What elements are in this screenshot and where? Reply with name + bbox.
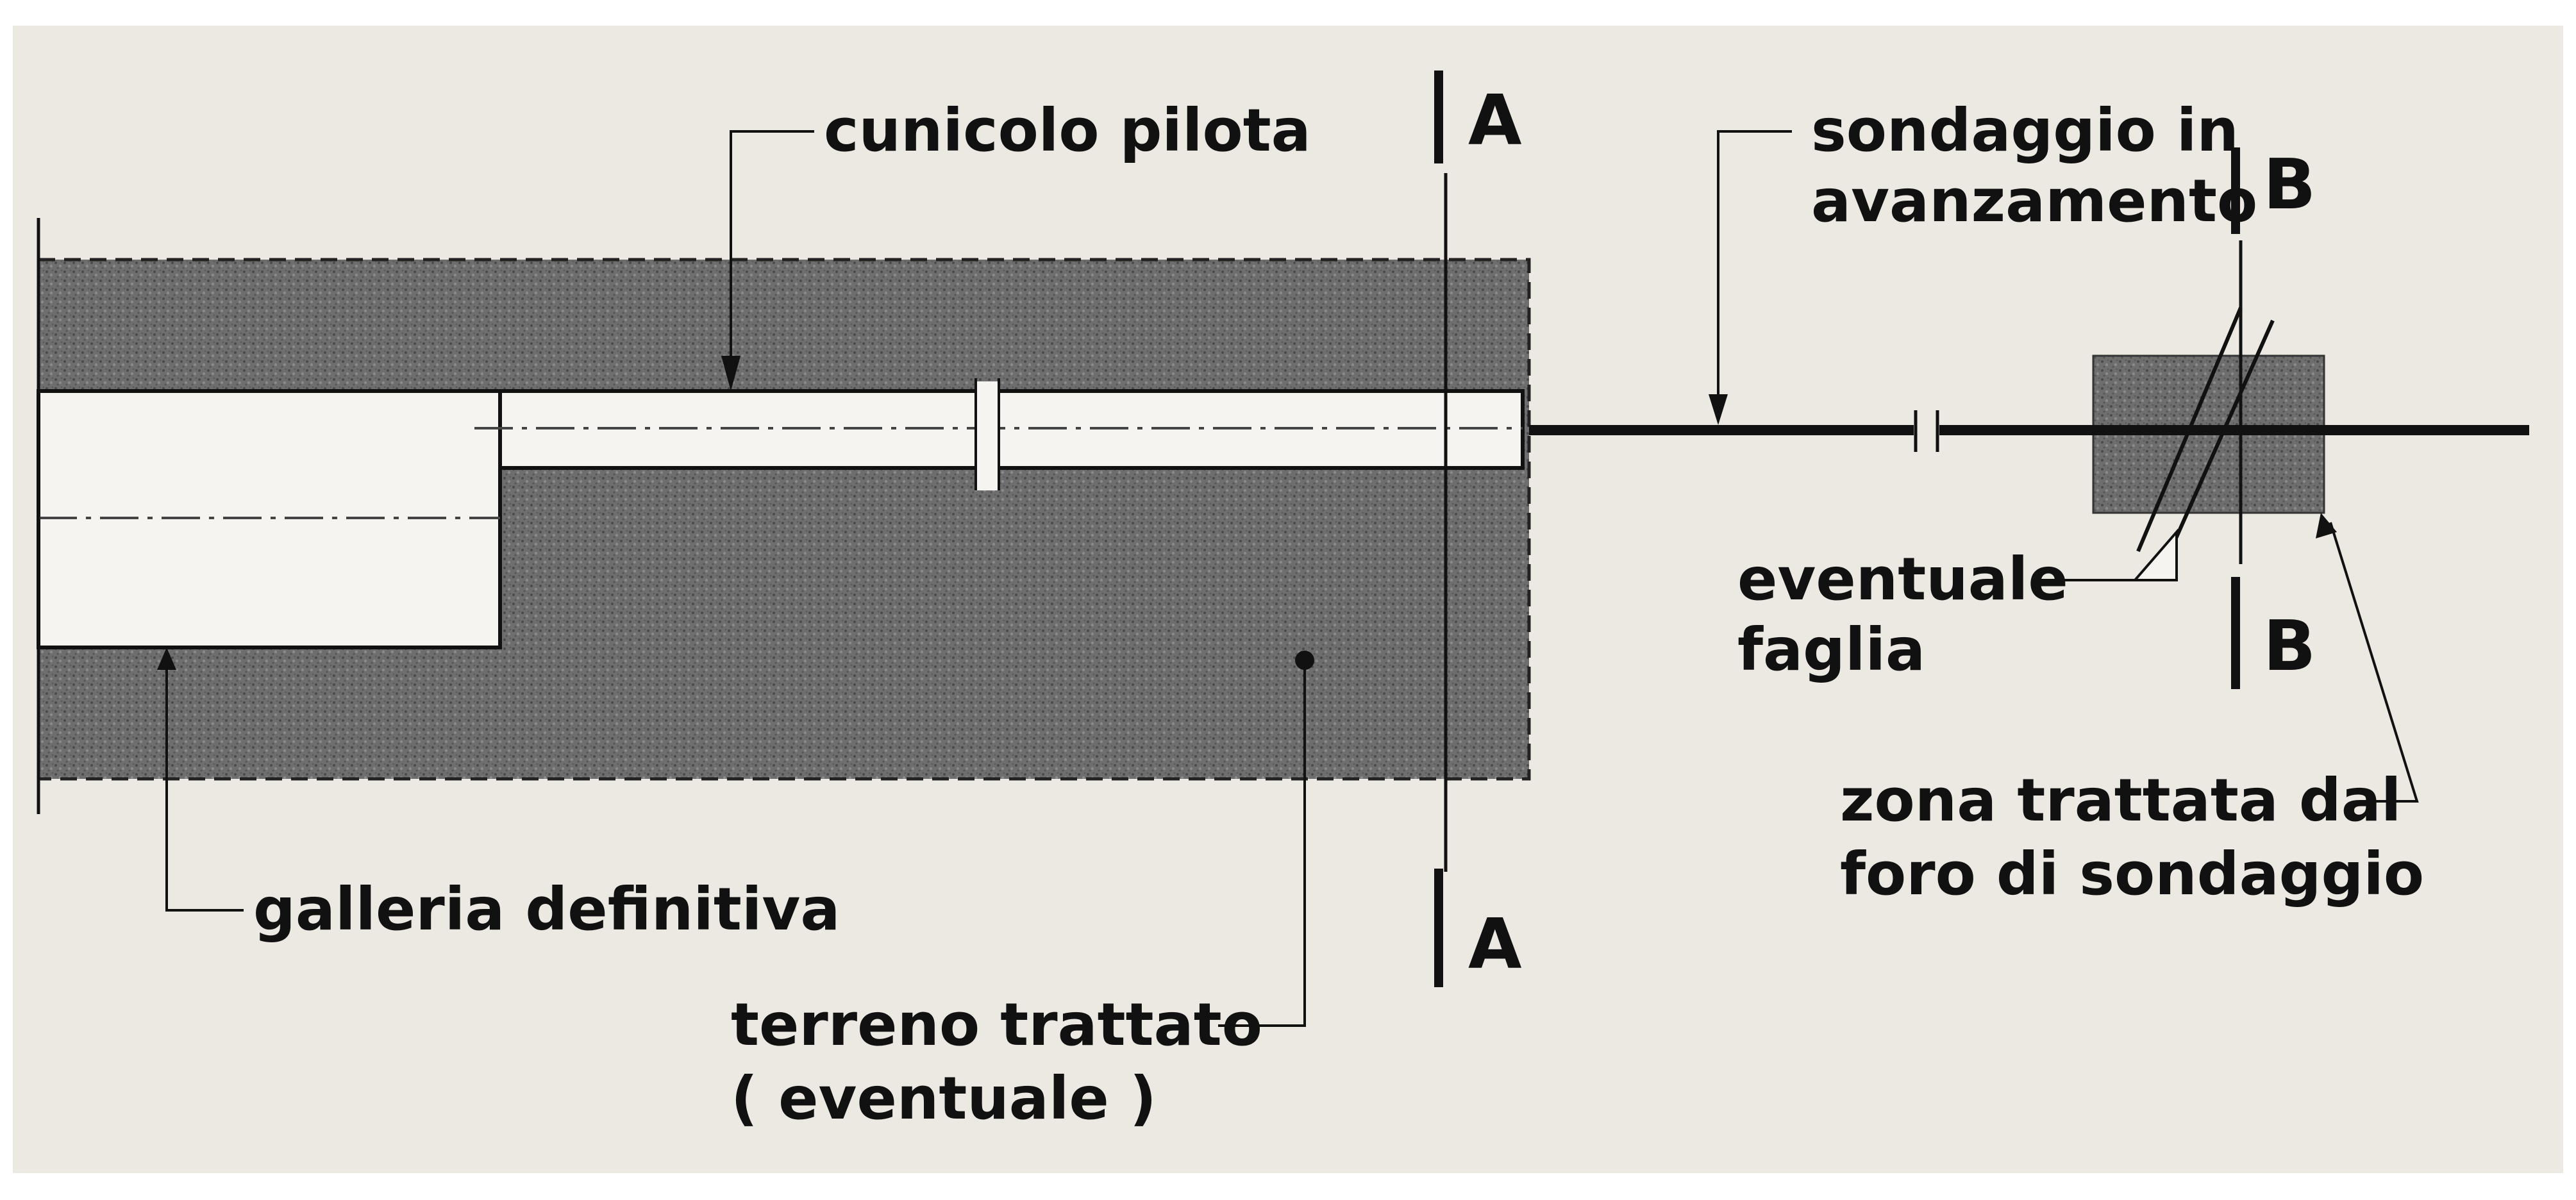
label-terreno-line1: terreno trattato [731, 990, 1262, 1059]
label-zona-line2: foro di sondaggio [1840, 840, 2425, 908]
label-terreno-line2: ( eventuale ) [731, 1064, 1157, 1133]
label-eventuale-line1: eventuale [1737, 545, 2068, 613]
label-sondaggio-line1: sondaggio in [1811, 96, 2239, 165]
pilot-tunnel-break [974, 381, 1000, 490]
section-a-bottom-label: A [1468, 904, 1522, 985]
section-a-top-label: A [1468, 81, 1522, 161]
section-b-top-label: B [2263, 145, 2316, 225]
label-zona-line1: zona trattata dal [1840, 766, 2402, 835]
section-b-bottom-label: B [2263, 606, 2316, 687]
label-cunicolo-pilota: cunicolo pilota [824, 96, 1311, 165]
section-b-bottom-bar [2231, 577, 2240, 689]
section-a-top-bar [1434, 71, 1443, 163]
label-eventuale-line2: faglia [1737, 615, 1926, 684]
label-sondaggio-line2: avanzamento [1811, 167, 2258, 235]
label-galleria: galleria definitiva [253, 875, 841, 944]
section-a-bottom-bar [1434, 869, 1443, 987]
